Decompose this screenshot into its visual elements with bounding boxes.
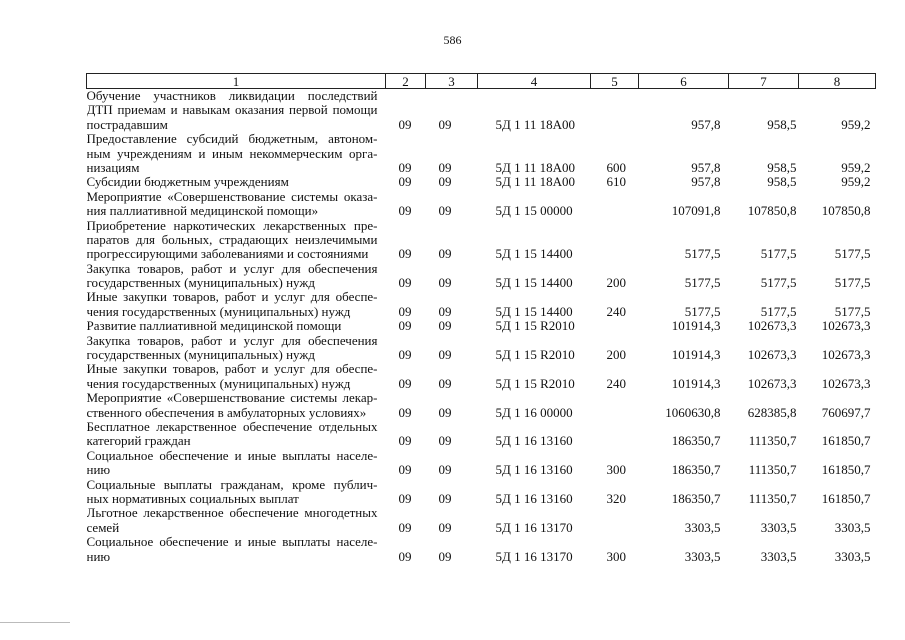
description-line: низациям xyxy=(86,160,140,175)
description-line: семей xyxy=(86,520,120,535)
description-line: категорий граждан xyxy=(86,434,191,449)
description-line: паратов для больных, страдающих неизлечимыми xyxy=(86,232,378,247)
cell-target-article: 5Д 1 16 13160 xyxy=(495,433,573,449)
row-description xyxy=(87,449,386,478)
cell-subsection: 09 xyxy=(438,433,452,449)
cell-amount-year-3: 959,2 xyxy=(841,116,871,132)
cell-section: 09 xyxy=(398,174,412,190)
cell-amount-year-1: 957,8 xyxy=(691,174,721,190)
cell-section: 09 xyxy=(398,433,412,449)
cell-subsection: 09 xyxy=(438,490,452,506)
page-number: 586 xyxy=(443,33,462,47)
table-row xyxy=(87,290,876,319)
cell-target-article: 5Д 1 15 00000 xyxy=(495,203,573,219)
cell-section: 09 xyxy=(398,246,412,262)
description-line: Социальные выплаты гражданам, кроме публич- xyxy=(86,477,378,492)
table-row xyxy=(87,362,876,391)
table-row xyxy=(87,478,876,507)
cell-expense-type xyxy=(591,506,639,535)
table-row xyxy=(87,420,876,449)
cell-expense-type: 610 xyxy=(606,174,626,190)
description-line: Мероприятие «Совершенствование системы оказа- xyxy=(86,189,378,204)
cell-amount-year-2: 3303,5 xyxy=(760,548,797,564)
cell-target-article: 5Д 1 16 13160 xyxy=(495,490,573,506)
cell-expense-type: 200 xyxy=(606,275,626,291)
row-description xyxy=(87,175,386,189)
cell-expense-type xyxy=(591,89,639,133)
cell-expense-type xyxy=(591,391,639,420)
row-description xyxy=(87,478,386,507)
header-row xyxy=(87,74,876,89)
cell-target-article: 5Д 1 15 14400 xyxy=(495,303,573,319)
cell-amount-year-2: 102673,3 xyxy=(747,375,797,391)
cell-subsection: 09 xyxy=(438,275,452,291)
cell-subsection: 09 xyxy=(438,318,452,334)
description-line: прогрессирующими заболеваниями и состояниями xyxy=(86,247,369,262)
cell-section: 09 xyxy=(398,490,412,506)
description-line: Приобретение наркотических лекарственных пре- xyxy=(86,218,378,233)
description-line: государственных (муниципальных) нужд xyxy=(86,276,315,291)
row-description xyxy=(87,132,386,175)
description-line: Развитие паллиативной медицинской помощи xyxy=(86,319,342,334)
cell-amount-year-2: 5177,5 xyxy=(760,246,797,262)
cell-section: 09 xyxy=(398,404,412,420)
cell-section: 09 xyxy=(398,548,412,564)
description-line: Социальное обеспечение и иные выплаты населе- xyxy=(86,448,378,463)
cell-target-article: 5Д 1 11 18А00 xyxy=(495,174,576,190)
row-description xyxy=(87,190,386,219)
cell-amount-year-2: 107850,8 xyxy=(747,203,797,219)
cell-amount-year-3: 5177,5 xyxy=(834,246,871,262)
description-line: ным учреждениям и иным некоммерческим орга- xyxy=(86,146,378,161)
cell-section: 09 xyxy=(398,375,412,391)
cell-amount-year-1: 101914,3 xyxy=(671,375,721,391)
table-row xyxy=(87,506,876,535)
table-row xyxy=(87,319,876,333)
row-description xyxy=(87,290,386,319)
cell-subsection: 09 xyxy=(438,246,452,262)
cell-subsection: 09 xyxy=(438,116,452,132)
cell-amount-year-3: 102673,3 xyxy=(821,375,871,391)
cell-amount-year-1: 5177,5 xyxy=(684,246,721,262)
cell-amount-year-2: 102673,3 xyxy=(747,347,797,363)
cell-amount-year-2: 102673,3 xyxy=(747,318,797,334)
description-line: пострадавшим xyxy=(86,117,168,132)
description-line: Закупка товаров, работ и услуг для обеспечения xyxy=(86,261,378,276)
cell-amount-year-3: 3303,5 xyxy=(834,548,871,564)
cell-section: 09 xyxy=(398,159,412,175)
cell-amount-year-3: 5177,5 xyxy=(834,275,871,291)
row-description xyxy=(87,334,386,363)
cell-section: 09 xyxy=(398,203,412,219)
cell-amount-year-1: 5177,5 xyxy=(684,275,721,291)
table-row xyxy=(87,535,876,564)
cell-subsection: 09 xyxy=(438,519,452,535)
table-row xyxy=(87,89,876,133)
description-line: Иные закупки товаров, работ и услуг для обеспе- xyxy=(86,362,378,377)
cell-section: 09 xyxy=(398,275,412,291)
col-header-1: 1 xyxy=(87,74,386,89)
table-row xyxy=(87,219,876,262)
cell-expense-type: 320 xyxy=(606,490,626,506)
cell-subsection: 09 xyxy=(438,174,452,190)
cell-subsection: 09 xyxy=(438,303,452,319)
cell-amount-year-3: 161850,7 xyxy=(821,490,871,506)
cell-amount-year-3: 102673,3 xyxy=(821,347,871,363)
cell-amount-year-3: 102673,3 xyxy=(821,318,871,334)
cell-subsection: 09 xyxy=(438,462,452,478)
cell-expense-type xyxy=(591,190,639,219)
table-row xyxy=(87,175,876,189)
cell-target-article: 5Д 1 15 R2010 xyxy=(495,375,575,391)
description-line: ния паллиативной медицинской помощи» xyxy=(86,204,319,219)
cell-amount-year-1: 5177,5 xyxy=(684,303,721,319)
cell-target-article: 5Д 1 15 R2010 xyxy=(495,347,575,363)
cell-expense-type: 300 xyxy=(606,462,626,478)
cell-amount-year-1: 107091,8 xyxy=(671,203,721,219)
cell-amount-year-3: 107850,8 xyxy=(821,203,871,219)
description-line: Мероприятие «Совершенствование системы лекар- xyxy=(86,391,378,406)
description-line: Обучение участников ликвидации последствий xyxy=(86,89,378,103)
cell-expense-type xyxy=(591,319,639,333)
cell-expense-type: 240 xyxy=(606,303,626,319)
cell-amount-year-1: 3303,5 xyxy=(684,519,721,535)
cell-target-article: 5Д 1 11 18А00 xyxy=(495,116,576,132)
col-header-4: 4 xyxy=(478,74,591,89)
table-row xyxy=(87,449,876,478)
cell-target-article: 5Д 1 16 13170 xyxy=(495,519,573,535)
col-header-2: 2 xyxy=(386,74,426,89)
cell-amount-year-1: 186350,7 xyxy=(671,490,721,506)
cell-section: 09 xyxy=(398,318,412,334)
budget-table xyxy=(86,73,876,564)
cell-target-article: 5Д 1 15 R2010 xyxy=(495,318,575,334)
cell-amount-year-1: 101914,3 xyxy=(671,318,721,334)
cell-amount-year-3: 5177,5 xyxy=(834,303,871,319)
cell-amount-year-1: 186350,7 xyxy=(671,462,721,478)
cell-expense-type xyxy=(591,219,639,262)
cell-subsection: 09 xyxy=(438,159,452,175)
cell-section: 09 xyxy=(398,303,412,319)
row-description xyxy=(87,89,386,133)
row-description xyxy=(87,420,386,449)
description-line: чения государственных (муниципальных) нужд xyxy=(86,304,351,319)
cell-amount-year-1: 101914,3 xyxy=(671,347,721,363)
row-description xyxy=(87,262,386,291)
cell-expense-type xyxy=(591,420,639,449)
row-description xyxy=(87,319,386,333)
description-line: государственных (муниципальных) нужд xyxy=(86,348,315,363)
row-description xyxy=(87,506,386,535)
row-description xyxy=(87,391,386,420)
cell-amount-year-2: 111350,7 xyxy=(748,490,797,506)
row-description xyxy=(87,219,386,262)
description-line: ственного обеспечения в амбулаторных условиях» xyxy=(86,405,367,420)
cell-subsection: 09 xyxy=(438,347,452,363)
cell-amount-year-3: 161850,7 xyxy=(821,462,871,478)
table-row xyxy=(87,262,876,291)
cell-target-article: 5Д 1 15 14400 xyxy=(495,246,573,262)
description-line: Иные закупки товаров, работ и услуг для обеспе- xyxy=(86,290,378,305)
row-description xyxy=(87,362,386,391)
description-line: нию xyxy=(86,549,111,564)
table-body xyxy=(87,89,876,564)
cell-amount-year-2: 111350,7 xyxy=(748,433,797,449)
cell-target-article: 5Д 1 11 18А00 xyxy=(495,159,576,175)
col-header-6: 6 xyxy=(639,74,729,89)
table-row xyxy=(87,132,876,175)
table-row xyxy=(87,391,876,420)
cell-amount-year-3: 3303,5 xyxy=(834,519,871,535)
cell-amount-year-1: 1060630,8 xyxy=(665,404,721,420)
table-row xyxy=(87,334,876,363)
description-line: Бесплатное лекарственное обеспечение отдельных xyxy=(86,420,378,435)
cell-amount-year-1: 186350,7 xyxy=(671,433,721,449)
cell-amount-year-2: 958,5 xyxy=(767,174,797,190)
cell-subsection: 09 xyxy=(438,203,452,219)
cell-amount-year-1: 957,8 xyxy=(691,116,721,132)
cell-expense-type: 240 xyxy=(606,375,626,391)
cell-expense-type: 300 xyxy=(606,548,626,564)
cell-target-article: 5Д 1 15 14400 xyxy=(495,275,573,291)
cell-amount-year-3: 959,2 xyxy=(841,159,871,175)
description-line: Субсидии бюджетным учреждениям xyxy=(86,175,289,190)
cell-amount-year-1: 957,8 xyxy=(691,159,721,175)
cell-amount-year-3: 959,2 xyxy=(841,174,871,190)
cell-subsection: 09 xyxy=(438,548,452,564)
description-line: ДТП приемам и навыкам оказания первой помощи xyxy=(86,103,378,118)
cell-section: 09 xyxy=(398,519,412,535)
cell-subsection: 09 xyxy=(438,375,452,391)
row-description xyxy=(87,535,386,564)
cell-amount-year-3: 760697,7 xyxy=(821,404,871,420)
description-line: ных нормативных социальных выплат xyxy=(86,491,299,506)
cell-amount-year-2: 958,5 xyxy=(767,116,797,132)
cell-amount-year-2: 5177,5 xyxy=(760,303,797,319)
description-line: нию xyxy=(86,463,111,478)
cell-section: 09 xyxy=(398,347,412,363)
cell-amount-year-2: 3303,5 xyxy=(760,519,797,535)
cell-target-article: 5Д 1 16 13160 xyxy=(495,462,573,478)
cell-target-article: 5Д 1 16 00000 xyxy=(495,404,573,420)
col-header-8: 8 xyxy=(799,74,876,89)
cell-amount-year-3: 161850,7 xyxy=(821,433,871,449)
cell-amount-year-2: 5177,5 xyxy=(760,275,797,291)
col-header-7: 7 xyxy=(729,74,799,89)
description-line: Предоставление субсидий бюджетным, автоном- xyxy=(86,132,378,147)
cell-amount-year-2: 111350,7 xyxy=(748,462,797,478)
cell-section: 09 xyxy=(398,116,412,132)
cell-section: 09 xyxy=(398,462,412,478)
col-header-5: 5 xyxy=(591,74,639,89)
description-line: Льготное лекарственное обеспечение многодетных xyxy=(86,506,378,521)
description-line: Закупка товаров, работ и услуг для обеспечения xyxy=(86,333,378,348)
col-header-3: 3 xyxy=(426,74,478,89)
table-row xyxy=(87,190,876,219)
cell-amount-year-1: 3303,5 xyxy=(684,548,721,564)
cell-target-article: 5Д 1 16 13170 xyxy=(495,548,573,564)
cell-subsection: 09 xyxy=(438,404,452,420)
cell-expense-type: 600 xyxy=(606,159,626,175)
cell-amount-year-2: 958,5 xyxy=(767,159,797,175)
cell-amount-year-2: 628385,8 xyxy=(747,404,797,420)
scan-edge-line xyxy=(0,622,70,623)
description-line: Социальное обеспечение и иные выплаты населе- xyxy=(86,535,378,550)
cell-expense-type: 200 xyxy=(606,347,626,363)
description-line: чения государственных (муниципальных) нужд xyxy=(86,376,351,391)
